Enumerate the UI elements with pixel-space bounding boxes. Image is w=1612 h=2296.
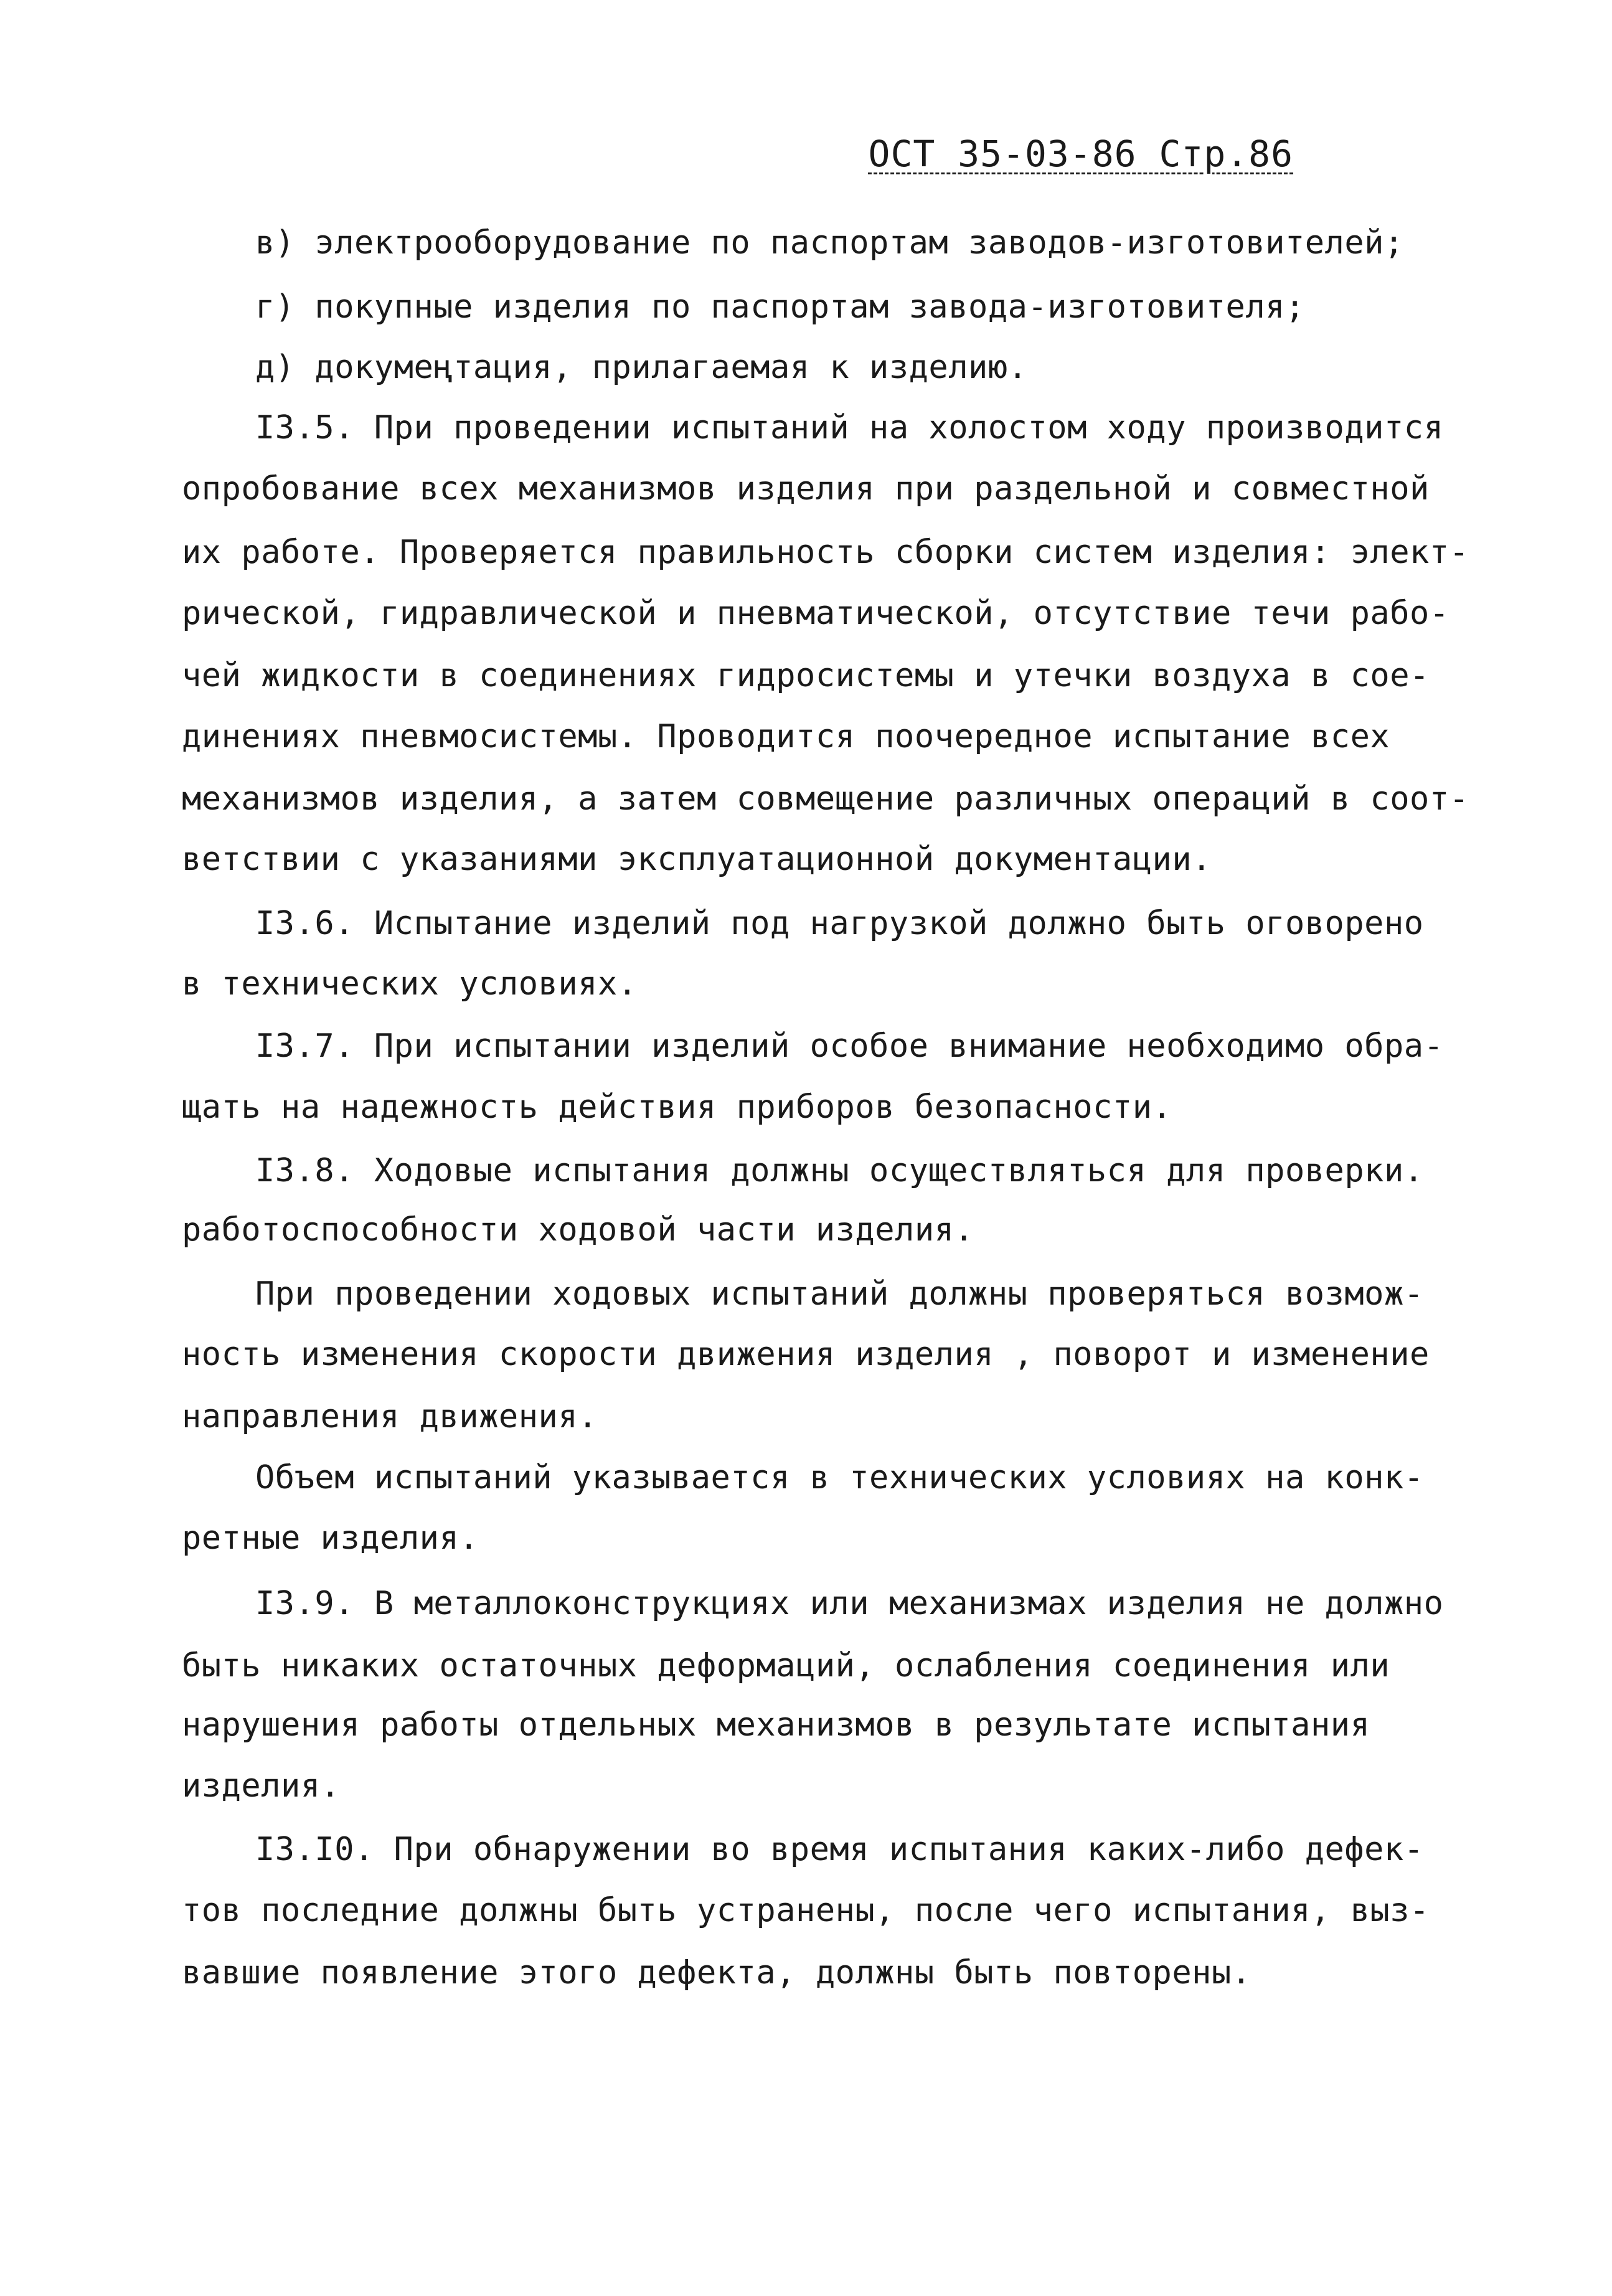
text-line-28: тов последние должны быть устранены, после чего испытания, выз- bbox=[182, 1892, 1430, 1929]
text-line-14: I3.7. При испытании изделий особое внимание необходимо обра- bbox=[255, 1028, 1444, 1065]
text-line-16: I3.8. Ходовые испытания должны осуществляться для проверки. bbox=[255, 1152, 1424, 1189]
text-line-7: рической, гидравлической и пневматической, отсутствие течи рабо- bbox=[182, 595, 1449, 632]
text-line-6: их работе. Проверяется правильность сборки систем изделия: элект- bbox=[182, 534, 1469, 571]
text-line-22: ретные изделия. bbox=[182, 1519, 479, 1557]
text-line-27: I3.I0. При обнаружении во время испытания каких-либо дефек- bbox=[255, 1831, 1424, 1868]
text-line-17: работоспособности ходовой части изделия. bbox=[182, 1211, 974, 1249]
text-line-20: направления движения. bbox=[182, 1398, 598, 1435]
text-line-19: ность изменения скорости движения изделия , поворот и изменение bbox=[182, 1336, 1430, 1373]
text-line-15: щать на надежность действия приборов безопасности. bbox=[182, 1089, 1172, 1126]
text-line-12: I3.6. Испытание изделий под нагрузкой должно быть оговорено bbox=[255, 905, 1424, 942]
text-line-11: ветствии с указаниями эксплуатационной документации. bbox=[182, 841, 1212, 878]
text-line-8: чей жидкости в соединениях гидросистемы и утечки воздуха в сое- bbox=[182, 657, 1430, 694]
text-line-4: I3.5. При проведении испытаний на холостом ходу производится bbox=[255, 409, 1444, 446]
text-line-23: I3.9. В металлоконструкциях или механизмах изделия не должно bbox=[255, 1585, 1444, 1622]
text-line-21: Объем испытаний указывается в технических условиях на конк- bbox=[255, 1459, 1424, 1496]
text-line-10: механизмов изделия, а затем совмещение различных операций в соот- bbox=[182, 780, 1469, 818]
text-line-18: При проведении ходовых испытаний должны проверяться возмож- bbox=[255, 1275, 1424, 1313]
text-line-29: вавшие появление этого дефекта, должны быть повторены. bbox=[182, 1954, 1251, 1991]
text-line-1: в) электрооборудование по паспортам заводов-изготовителей; bbox=[255, 224, 1404, 262]
text-line-2: г) покупные изделия по паспортам завода-изготовителя; bbox=[255, 288, 1305, 326]
text-line-3: д) докумеңтация, прилагаемая к изделию. bbox=[255, 349, 1028, 386]
text-line-25: нарушения работы отдельных механизмов в результате испытания bbox=[182, 1706, 1370, 1744]
text-line-26: изделия. bbox=[182, 1767, 341, 1805]
text-line-13: в технических условиях. bbox=[182, 965, 638, 1003]
document-reference: ОСТ 35-03-86 Стр.86 bbox=[868, 133, 1293, 175]
text-line-9: динениях пневмосистемы. Проводится поочередное испытание всех bbox=[182, 718, 1390, 755]
text-line-5: опробование всех механизмов изделия при раздельной и совместной bbox=[182, 470, 1430, 508]
text-line-24: быть никаких остаточных деформаций, ослабления соединения или bbox=[182, 1647, 1390, 1684]
